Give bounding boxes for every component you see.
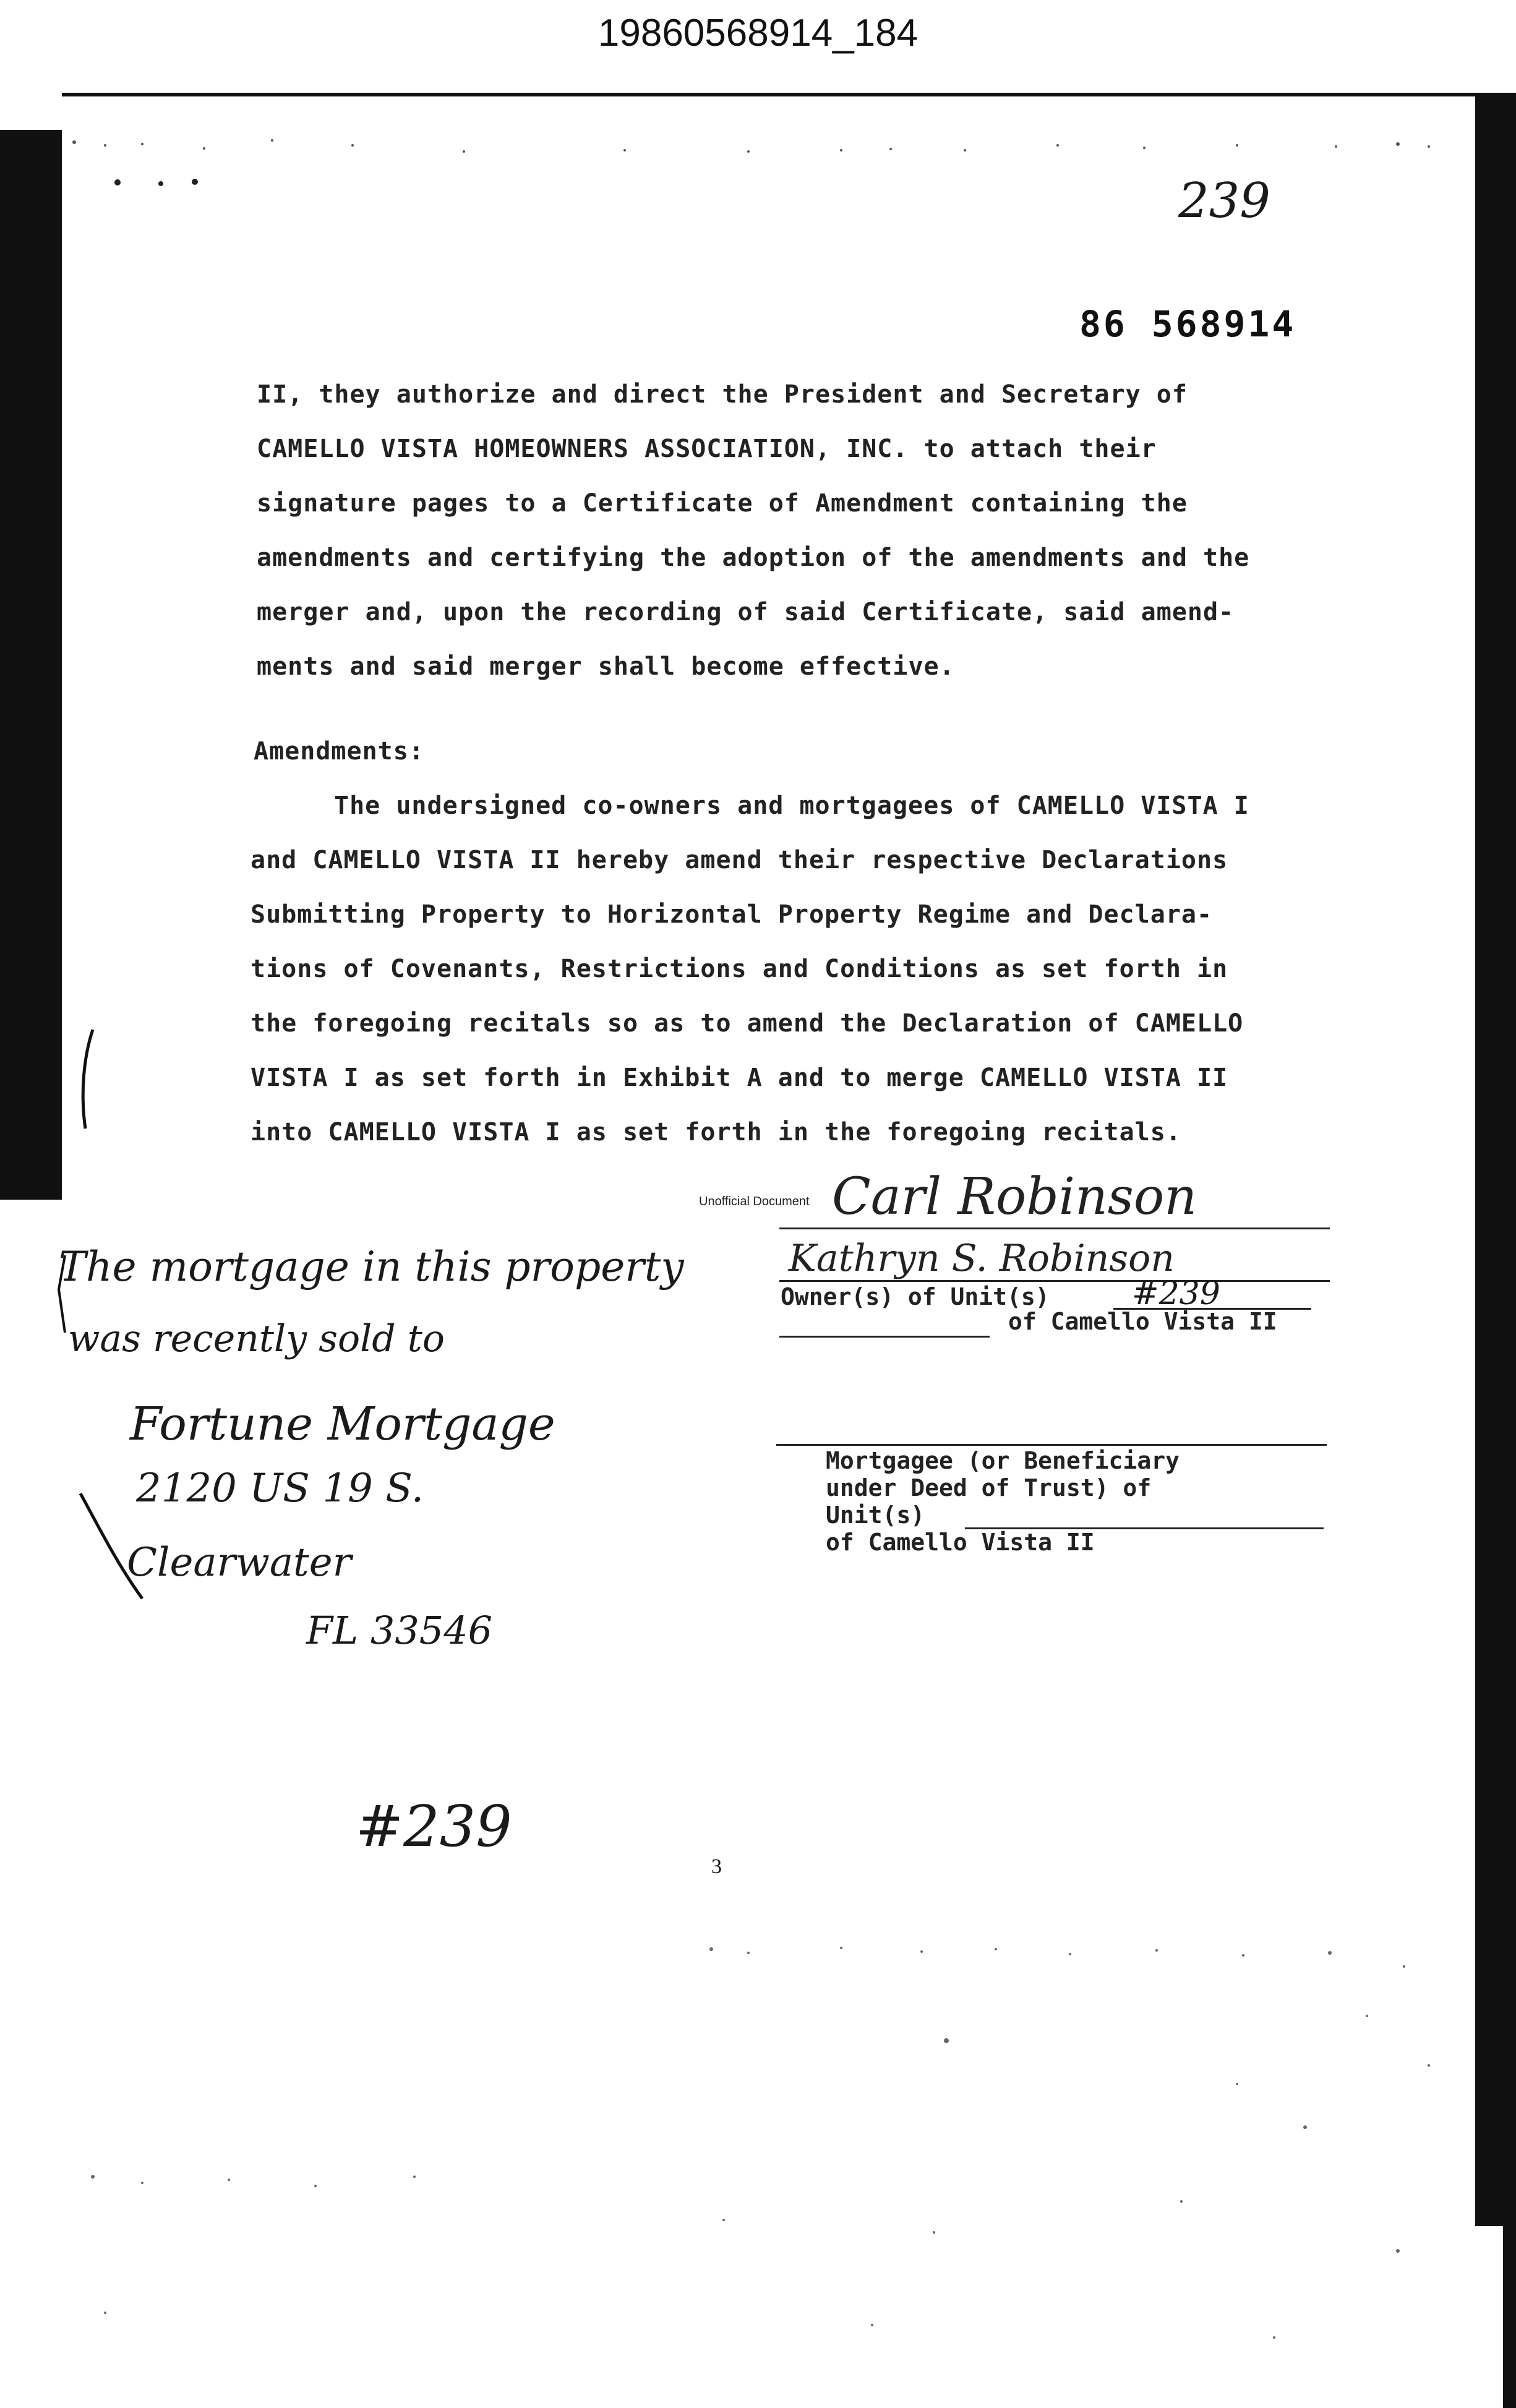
amendments-line: Submitting Property to Horizontal Property Regime and Declara- (251, 900, 1213, 929)
amendments-line: the foregoing recitals so as to amend the Declaration of CAMELLO (251, 1009, 1244, 1038)
mortgagee-signature-line (776, 1444, 1327, 1446)
page-number: 3 (711, 1855, 722, 1878)
amendments-line: tions of Covenants, Restrictions and Conditions as set forth in (251, 955, 1228, 983)
scan-edge-right (1475, 93, 1516, 2226)
noise-dots (68, 127, 1447, 164)
page-mark-handwritten: 239 (1178, 173, 1270, 229)
handwritten-unit: #239 (356, 1793, 512, 1859)
mortgagee-line: Mortgagee (or Beneficiary (826, 1447, 1180, 1474)
note-line: was recently sold to (68, 1317, 445, 1360)
mortgagee-block (826, 1447, 1180, 1556)
mortgagee-line: of Camello Vista II (826, 1529, 1095, 1556)
body-line: merger and, upon the recording of said Certificate, said amend- (257, 598, 1235, 626)
document-id: 19860568914_184 (597, 12, 919, 54)
body-line: CAMELLO VISTA HOMEOWNERS ASSOCIATION, INC. to attach their (257, 435, 1157, 463)
note-line: Clearwater (127, 1540, 352, 1586)
note-line: Fortune Mortgage (130, 1398, 555, 1451)
mortgagee-line: under Deed of Trust) of (826, 1474, 1152, 1501)
amendments-line: into CAMELLO VISTA I as set forth in the foregoing recitals. (251, 1118, 1181, 1146)
signature-line-2 (779, 1280, 1330, 1282)
signature-line-1 (779, 1227, 1330, 1229)
note-bracket-slash (74, 1490, 148, 1604)
unofficial-stamp: Unofficial Document (699, 1195, 810, 1208)
signature-2: Kathryn S. Robinson (789, 1237, 1175, 1280)
amendments-line: and CAMELLO VISTA II hereby amend their respective Declarations (251, 846, 1228, 874)
noise-dots-bottom (68, 1942, 1472, 2375)
owner-suffix: of Camello Vista II (1008, 1308, 1277, 1335)
body-paragraph (257, 380, 1249, 707)
amendments-line: VISTA I as set forth in Exhibit A and to merge CAMELLO VISTA II (251, 1064, 1228, 1092)
note-line: The mortgage in this property (59, 1243, 684, 1291)
owner-unit: #239 (1132, 1275, 1220, 1312)
body-line: signature pages to a Certificate of Amendment containing the (257, 489, 1188, 518)
mortgagee-line: Unit(s) (826, 1501, 925, 1529)
recording-number: 86 568914 (1079, 303, 1296, 345)
scan-noise-top (68, 127, 1447, 164)
body-line: ments and said merger shall become effective. (257, 652, 955, 681)
body-line: II, they authorize and direct the President and Secretary of (257, 380, 1188, 409)
note-bracket-top (46, 1252, 77, 1341)
note-line: 2120 US 19 S. (136, 1466, 424, 1511)
scan-noise-bottom (68, 1942, 1472, 2375)
scan-edge-left (0, 130, 62, 1200)
amendments-heading: Amendments: (254, 737, 424, 766)
note-line: FL 33546 (306, 1608, 493, 1653)
mortgagee-unit-line (965, 1527, 1324, 1529)
stray-marks (111, 176, 210, 189)
amendments-paragraph (251, 792, 1249, 1172)
handwritten-note (59, 1243, 684, 1676)
body-line: amendments and certifying the adoption of the amendments and the (257, 544, 1250, 572)
owner-left-line (779, 1336, 990, 1338)
owner-label: Owner(s) of Unit(s) (781, 1283, 1050, 1310)
signature-1: Carl Robinson (832, 1168, 1197, 1226)
amendments-line: The undersigned co-owners and mortgagees of CAMELLO VISTA I (334, 792, 1249, 820)
margin-mark (68, 1027, 105, 1134)
